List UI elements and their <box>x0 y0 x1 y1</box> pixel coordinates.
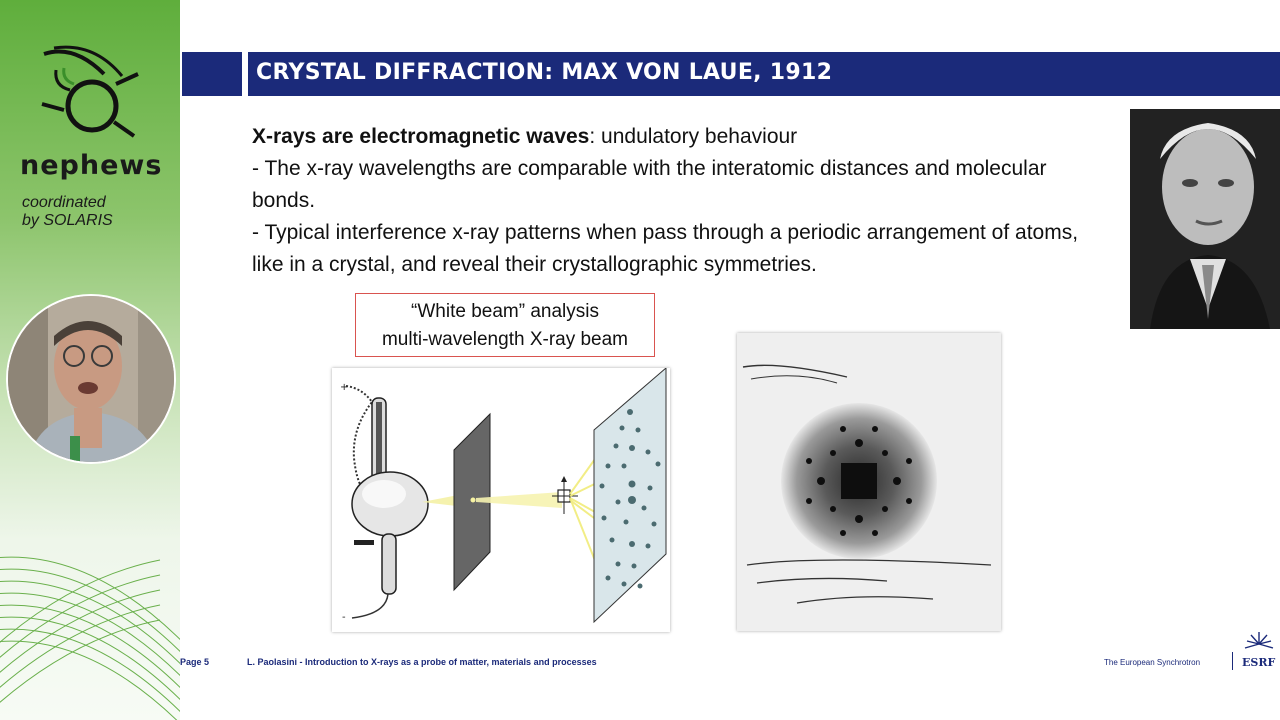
brand-name: nephews <box>20 150 163 181</box>
svg-text:-: - <box>342 612 346 623</box>
footer-page-number: Page 5 <box>180 657 210 667</box>
title-bar-separator <box>242 52 248 96</box>
white-beam-callout <box>355 293 655 357</box>
footer-separator <box>1232 652 1233 670</box>
lead-bold: X-rays are electromagnetic waves <box>252 125 590 148</box>
presenter-webcam <box>6 294 176 464</box>
coordinated-by <box>22 194 113 230</box>
portrait-image <box>1130 109 1280 329</box>
sidebar <box>0 0 180 720</box>
nephews-logo-icon <box>34 44 144 144</box>
diffraction-pattern-image <box>737 333 1001 631</box>
slide-body <box>252 121 1112 281</box>
footer-credit: L. Paolasini - Introduction to X-rays as a probe of matter, materials and processes <box>247 657 597 667</box>
slide-title: CRYSTAL DIFFRACTION: MAX VON LAUE, 1912 <box>256 60 833 85</box>
lead-rest: : undulatory behaviour <box>589 125 798 148</box>
footer-organization: The European Synchrotron <box>1104 658 1201 667</box>
callout-line-1: “White beam” analysis <box>411 301 599 322</box>
laue-setup-diagram <box>332 368 670 632</box>
setup-illustration <box>332 368 670 632</box>
callout-line-2: multi-wavelength X-ray beam <box>381 329 629 350</box>
bullet-2: - Typical interference x-ray patterns when pass through a periodic arrangement of atoms, like in a crystal, and reveal their crystallographic symmetries. <box>252 221 1079 276</box>
laue-diffraction-photo <box>737 333 1001 631</box>
svg-text:+: + <box>340 382 349 393</box>
esrf-logo-text: ESRF <box>1242 656 1276 669</box>
decorative-swirl <box>0 520 180 720</box>
coordinated-line-1: coordinated <box>22 194 106 211</box>
xray-tube-icon <box>340 382 428 623</box>
laue-portrait-photo <box>1130 109 1280 329</box>
presenter-video <box>8 296 174 462</box>
lead-line <box>252 121 1112 153</box>
bullet-1: - The x-ray wavelengths are comparable with the interatomic distances and molecular bonds. <box>252 157 1047 212</box>
coordinated-line-2: by SOLARIS <box>22 212 113 229</box>
